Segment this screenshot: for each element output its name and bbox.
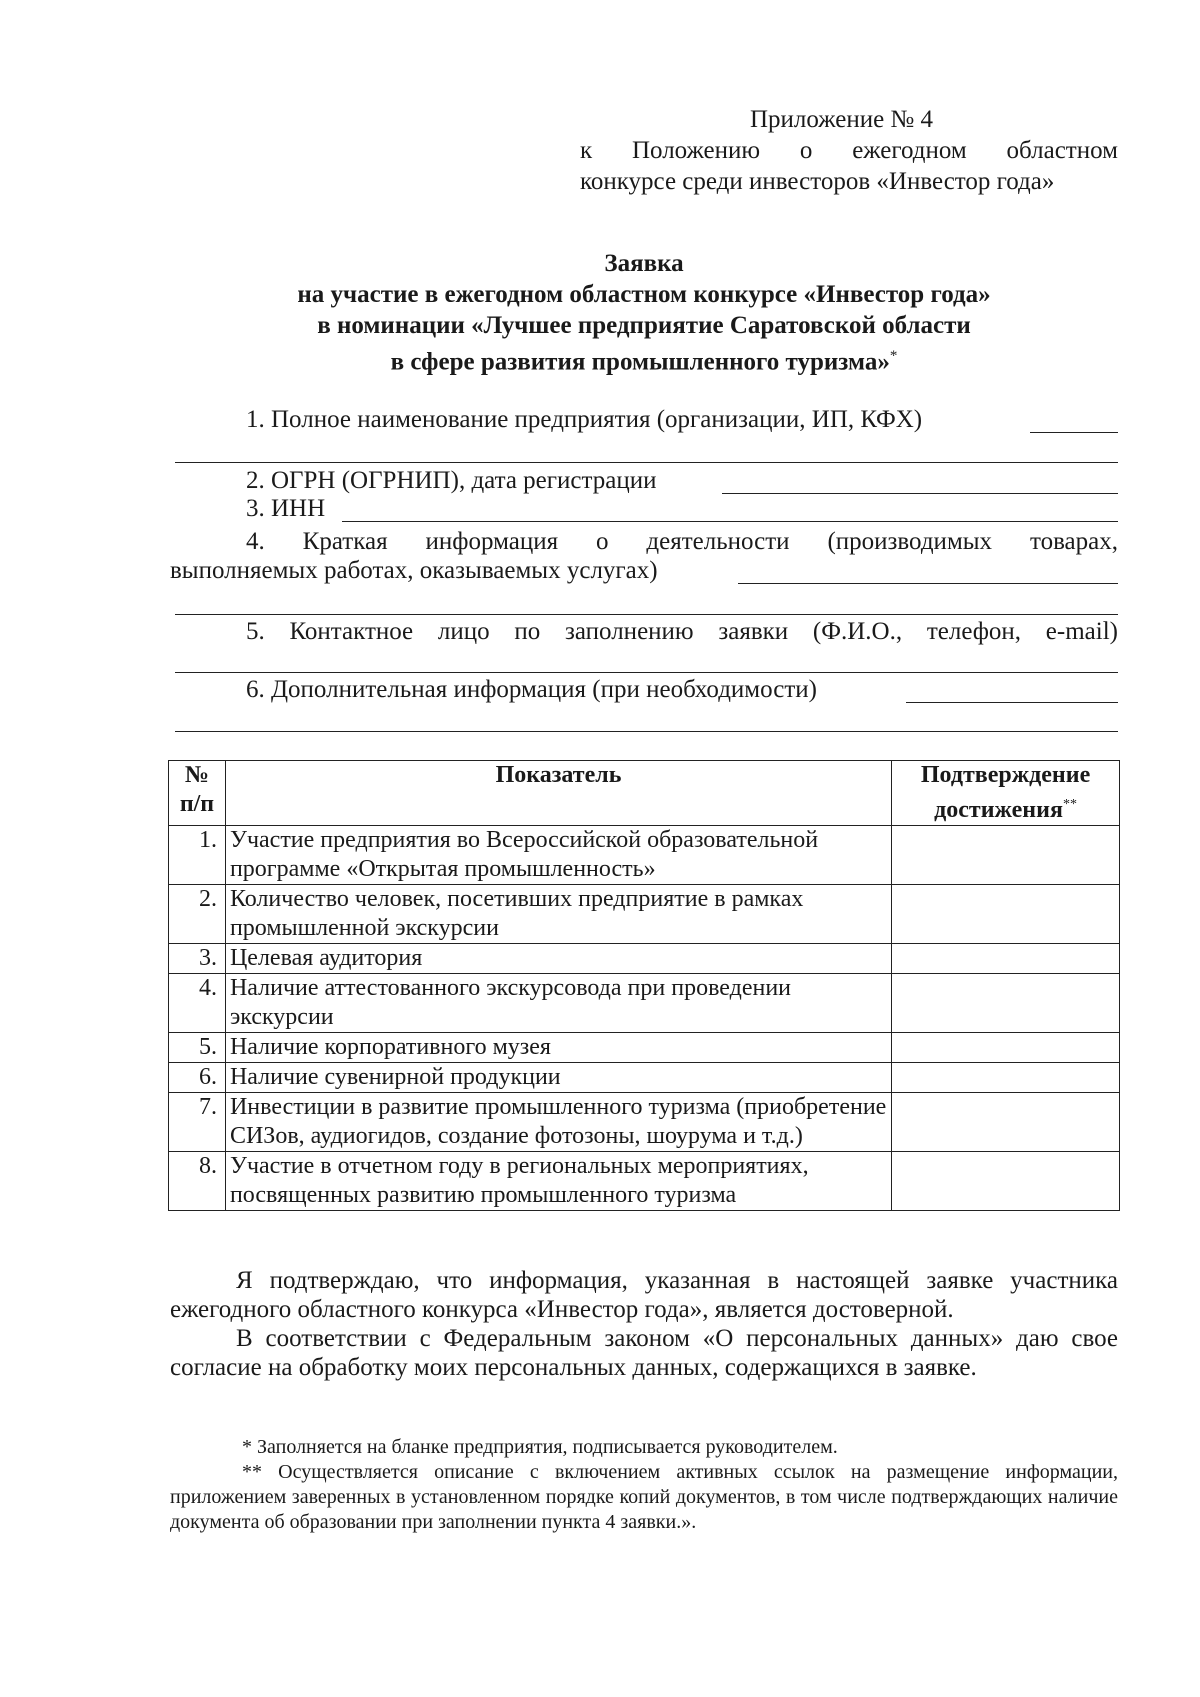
row-number: 3. (169, 944, 226, 974)
table-row (169, 1152, 1120, 1211)
field-additional-label: 6. Дополнительная информация (при необходимости) (246, 676, 817, 703)
row-number: 2. (169, 885, 226, 944)
row-confirmation-cell[interactable] (892, 1033, 1120, 1063)
row-indicator: Наличие сувенирной продукции (225, 1063, 891, 1093)
footnote-1: * Заполняется на бланке предприятия, подписывается руководителем. (242, 1436, 838, 1458)
field-activity-label: 4. Краткая информация о деятельности (производимых товарах, (246, 528, 1118, 555)
row-indicator: Участие в отчетном году в региональных мероприятиях, посвященных развитию промышленного туризма (225, 1152, 891, 1211)
field-activity-line-2[interactable] (175, 614, 1118, 615)
confirmation-text (170, 1266, 1118, 1382)
footnote-mark: ** (1062, 797, 1077, 812)
row-confirmation-cell[interactable] (892, 974, 1120, 1033)
table-row (169, 974, 1120, 1033)
title-line: на участие в ежегодном областном конкурсе «Инвестор года» (297, 281, 991, 308)
row-confirmation-cell[interactable] (892, 1152, 1120, 1211)
row-confirmation-cell[interactable] (892, 944, 1120, 974)
row-indicator: Наличие аттестованного экскурсовода при проведении экскурсии (225, 974, 891, 1033)
field-activity-label-2: выполняемых работах, оказываемых услугах) (170, 557, 658, 584)
row-number: 6. (169, 1063, 226, 1093)
header-confirmation-text: достижения (934, 797, 1063, 823)
table-row (169, 1033, 1120, 1063)
header-number (169, 761, 226, 826)
header-confirmation (892, 761, 1120, 826)
table-row (169, 826, 1120, 885)
document-title (170, 248, 1118, 377)
field-activity-line[interactable] (738, 583, 1118, 584)
appendix-word: к (580, 137, 593, 164)
header-confirmation-line1: Подтверждение (920, 762, 1091, 788)
row-number: 7. (169, 1093, 226, 1152)
field-contact-line[interactable] (175, 672, 1118, 673)
footnote-2: ** Осуществляется описание с включением активных ссылок на размещение информации, приложением заверенных в установленном порядке копий документов, в том числе подтверждающих наличие документа об образовании при заполнении пункта 4 заявки.». (170, 1461, 1118, 1533)
header-indicator: Показатель (225, 761, 891, 826)
row-number: 8. (169, 1152, 226, 1211)
table-row (169, 944, 1120, 974)
appendix-word: областном (1006, 137, 1118, 164)
header-number-sign: № (184, 762, 210, 788)
row-confirmation-cell[interactable] (892, 1063, 1120, 1093)
field-full-name-line[interactable] (1030, 432, 1118, 433)
row-indicator: Количество человек, посетивших предприятие в рамках промышленной экскурсии (225, 885, 891, 944)
field-additional-line-2[interactable] (175, 731, 1118, 732)
row-confirmation-cell[interactable] (892, 1093, 1120, 1152)
table-row (169, 1063, 1120, 1093)
table-row (169, 1093, 1120, 1152)
appendix-word: ежегодном (852, 137, 967, 164)
row-number: 5. (169, 1033, 226, 1063)
title-line: Заявка (604, 250, 684, 277)
table-row (169, 885, 1120, 944)
table-header-row (169, 761, 1120, 826)
field-ogrn-label: 2. ОГРН (ОГРНИП), дата регистрации (246, 467, 657, 494)
appendix-word: о (799, 137, 813, 164)
appendix-header (580, 104, 1118, 197)
confirmation-paragraph: Я подтверждаю, что информация, указанная в настоящей заявке участника ежегодного областного конкурса «Инвестор года», является достоверной. (170, 1267, 1118, 1323)
title-line: в номинации «Лучшее предприятие Саратовской области (317, 312, 971, 339)
appendix-number: Приложение № 4 (750, 106, 934, 133)
footnote-mark: * (889, 348, 898, 364)
title-nomination: в сфере развития промышленного туризма» (390, 348, 890, 376)
field-contact-label: 5. Контактное лицо по заполнению заявки (Ф.И.О., телефон, e-mail) (246, 618, 1118, 645)
row-number: 4. (169, 974, 226, 1033)
field-additional-line[interactable] (906, 702, 1118, 703)
row-confirmation-cell[interactable] (892, 885, 1120, 944)
field-inn-line[interactable] (342, 521, 1118, 522)
appendix-contest: конкурсе среди инвесторов «Инвестор года» (580, 168, 1055, 195)
row-number: 1. (169, 826, 226, 885)
appendix-word: Положению (631, 137, 761, 164)
field-inn-label: 3. ИНН (246, 495, 326, 522)
header-confirmation-line2 (896, 790, 1115, 825)
appendix-reference (580, 135, 1118, 166)
footnotes (170, 1435, 1118, 1535)
row-indicator: Участие предприятия во Всероссийской образовательной программе «Открытая промышленность» (225, 826, 891, 885)
field-full-name-label: 1. Полное наименование предприятия (организации, ИП, КФХ) (246, 406, 923, 433)
consent-paragraph: В соответствии с Федеральным законом «О персональных данных» даю свое согласие на обработку моих персональных данных, содержащихся в заявке. (170, 1325, 1118, 1381)
row-indicator: Целевая аудитория (225, 944, 891, 974)
row-confirmation-cell[interactable] (892, 826, 1120, 885)
row-indicator: Наличие корпоративного музея (225, 1033, 891, 1063)
indicators-table (168, 760, 1120, 1211)
field-full-name-line-2[interactable] (175, 462, 1118, 463)
title-line (170, 341, 1118, 377)
header-number-abbr: п/п (179, 791, 215, 817)
row-indicator: Инвестиции в развитие промышленного туризма (приобретение СИЗов, аудиогидов, создание фотозоны, шоурума и т.д.) (225, 1093, 891, 1152)
field-ogrn-line[interactable] (722, 493, 1118, 494)
